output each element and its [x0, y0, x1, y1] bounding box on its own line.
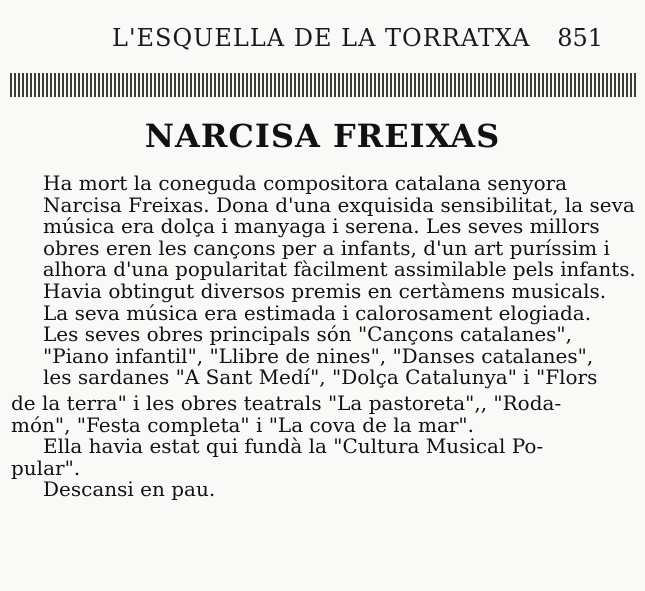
text-line: les sardanes "A Sant Medí", "Dolça Catalunya" i "Flors — [43, 365, 598, 390]
text-line: Descansi en pau. — [43, 477, 216, 502]
paragraph-2-continued — [11, 390, 636, 437]
paragraph-3 — [11, 436, 636, 479]
text-line: obres eren les cançons per a infants, d'un art puríssim i — [43, 235, 610, 260]
paragraph-2 — [11, 324, 636, 389]
article-title: NARCISA FREIXAS — [144, 117, 501, 155]
text-line: "Piano infantil", "Llibre de nines", "Danses catalanes", — [43, 343, 594, 368]
text-line: alhora d'una popularitat fàcilment assimilable pels infants. — [42, 257, 636, 282]
text-line: Ha mort la coneguda compositora catalana senyora — [43, 171, 568, 195]
text-line: món", "Festa completa" i "La cova de la mar". — [11, 412, 474, 437]
text-line: música era dolça i manyaga i serena. Les seves millors — [43, 214, 600, 239]
paragraph-4 — [11, 479, 636, 501]
text-line: Havia obtingut diversos premis en certàmens musicals. — [43, 278, 607, 303]
page-header — [0, 18, 645, 58]
text-line: Ella havia estat qui fundà la "Cultura Musical Po- — [43, 434, 544, 459]
paragraph-1 — [11, 173, 636, 324]
text-line: de la terra" i les obres teatrals "La pastoreta",, "Roda- — [11, 390, 562, 415]
decorative-rule — [10, 73, 638, 97]
text-line: La seva música era estimada i calorosament elogiada. — [43, 300, 592, 325]
article-body — [11, 173, 636, 501]
page-number: 851 — [557, 24, 603, 52]
publication-title: L'ESQUELLA DE LA TORRATXA — [112, 24, 531, 52]
text-line: pular". — [11, 455, 81, 480]
text-line: Narcisa Freixas. Dona d'una exquisida sensibilitat, la seva — [43, 192, 635, 217]
text-line: Les seves obres principals són "Cançons catalanes", — [43, 322, 572, 347]
